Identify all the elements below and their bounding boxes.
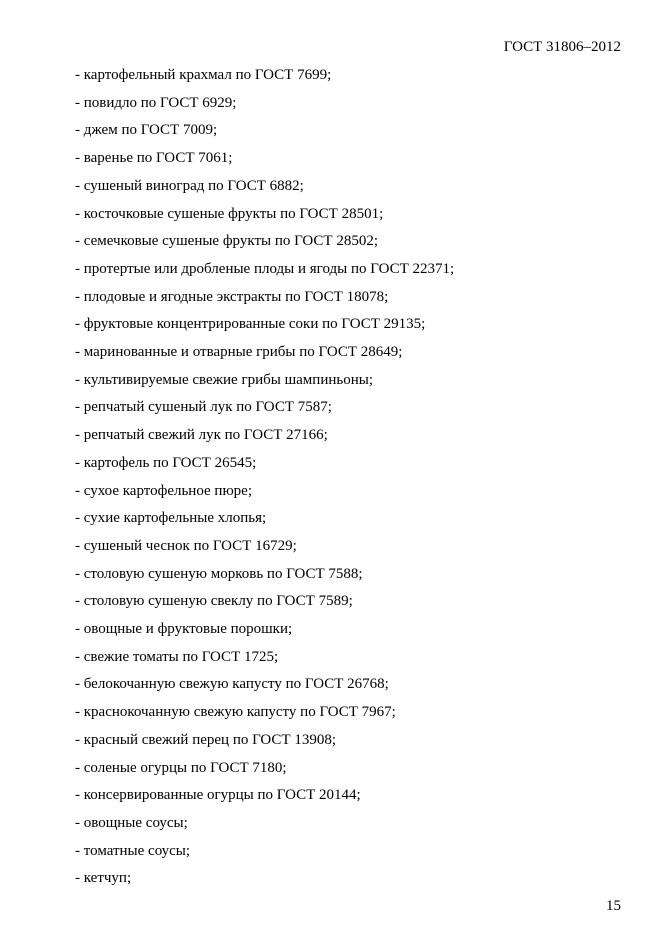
list-item: - культивируемые свежие грибы шампиньоны; [75,371,373,388]
page-number: 15 [606,898,621,914]
document-header [504,38,621,56]
list-item: - фруктовые концентрированные соки по ГОСТ 29135; [75,316,426,333]
product-list [75,62,454,893]
list-item: - белокочанную свежую капусту по ГОСТ 26768; [75,676,389,693]
list-item: - столовую сушеную морковь по ГОСТ 7588; [75,565,363,582]
list-item: - репчатый сушеный лук по ГОСТ 7587; [75,399,332,416]
list-item: - свежие томаты по ГОСТ 1725; [75,648,279,665]
list-item: - косточковые сушеные фрукты по ГОСТ 28501; [75,205,384,222]
list-item: - консервированные огурцы по ГОСТ 20144; [75,787,361,804]
list-item: - овощные и фруктовые порошки; [75,621,293,638]
list-item: - семечковые сушеные фрукты по ГОСТ 28502; [75,233,379,250]
standard-code: ГОСТ 31806–2012 [503,39,621,55]
list-item: - сушеный чеснок по ГОСТ 16729; [75,537,297,554]
list-item: - соленые огурцы по ГОСТ 7180; [75,759,287,776]
list-item: - кетчуп; [75,870,132,887]
list-item: - маринованные и отварные грибы по ГОСТ 28649; [75,344,403,361]
list-item: - картофель по ГОСТ 26545; [75,454,257,471]
list-item: - репчатый свежий лук по ГОСТ 27166; [75,427,328,444]
list-item: - плодовые и ягодные экстракты по ГОСТ 18078; [75,288,389,305]
list-item: - сухое картофельное пюре; [75,482,252,499]
list-item: - варенье по ГОСТ 7061; [75,150,233,167]
list-item: - томатные соусы; [75,842,191,859]
list-item: - сухие картофельные хлопья; [75,510,267,527]
list-item: - картофельный крахмал по ГОСТ 7699; [75,67,332,83]
list-item: - овощные соусы; [75,814,188,831]
list-item: - краснокочанную свежую капусту по ГОСТ 7967; [75,704,396,721]
list-item: - столовую сушеную свеклу по ГОСТ 7589; [75,593,353,610]
list-item: - красный свежий перец по ГОСТ 13908; [75,731,337,748]
list-item: - сушеный виноград по ГОСТ 6882; [75,177,304,194]
list-item: - повидло по ГОСТ 6929; [75,94,237,111]
list-item: - джем по ГОСТ 7009; [75,122,218,139]
list-item: - протертые или дробленые плоды и ягоды по ГОСТ 22371; [75,260,455,277]
